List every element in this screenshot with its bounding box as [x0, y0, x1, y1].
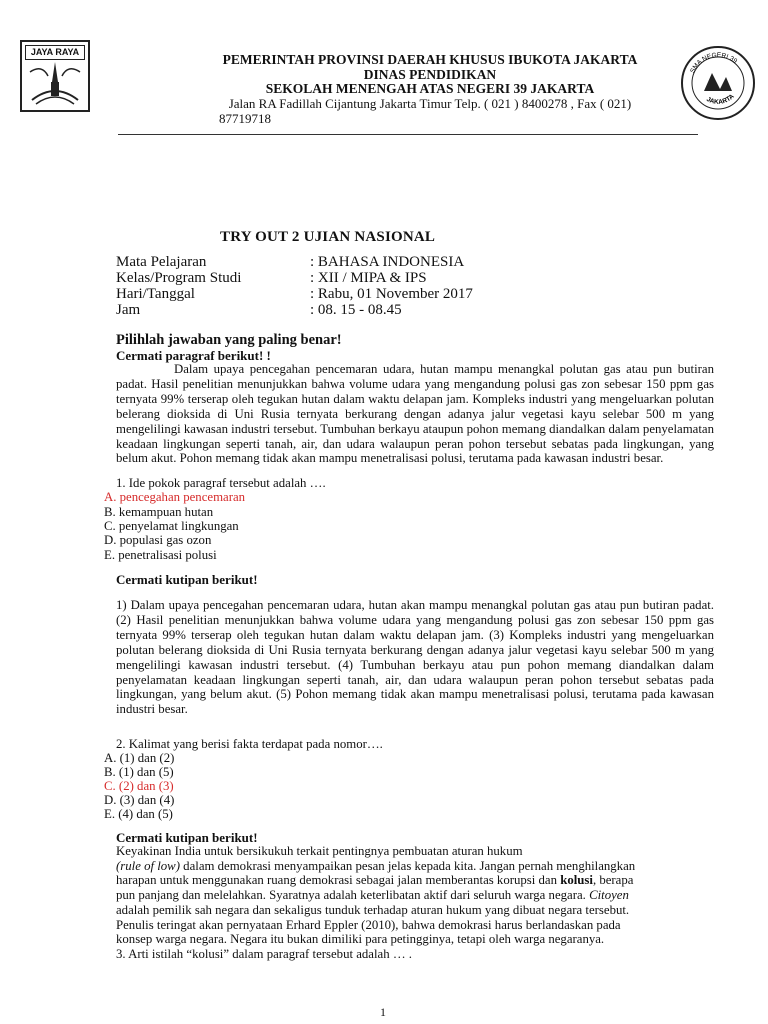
section3-line-2 — [116, 859, 714, 874]
section1-paragraph: Dalam upaya pencegahan pencemaran udara, hutan mampu menangkal polutan gas atau pun butiran padat. Hasil penelitian menunjukkan bahwa volume udara yang mengandung polusi gas zon sebesar 150 ppm gas ternyata 99% terserap oleh tegukan hutan dalam waktu delapan jam. Kompleks industri yang mengeluarkan polutan belerang dioksida di Uni Rusia ternyata berkurang dengan adanya jalur vegetasi kayu selebar 500 m yang mengelilingi kawasan industri tersebut. Tumbuhan berkayu ataupun pohon memang diandalkan dalam penyelamatan keadaan lingkungan seperti tanah, air, dan udara walaupun peran pohon tersebut sebatas pada lingkungan, yang belum akut. Pohon memang tidak akan mampu menetralisasi polusi, terutama pada kawasan industri besar. — [116, 362, 714, 466]
question-1: 1. Ide pokok paragraf tersebut adalah …. — [116, 476, 326, 490]
header-government: PEMERINTAH PROVINSI DAERAH KHUSUS IBUKOTA JAKARTA — [222, 52, 638, 67]
emblem-banner: JAYA RAYA — [25, 45, 85, 60]
section3-line-3a: harapan untuk menggunakan ruang demokrasi sebagai jalan memberantas korupsi dan — [116, 873, 561, 888]
meta-label-date: Hari/Tanggal — [116, 286, 195, 302]
citoyen-term: Citoyen — [589, 888, 629, 903]
meta-value-time: : 08. 15 - 08.45 — [310, 302, 402, 318]
section3-heading: Cermati kutipan berikut! — [116, 830, 258, 845]
q2-option-a[interactable]: A. (1) dan (2) — [104, 751, 175, 765]
q1-option-d[interactable]: D. populasi gas ozon — [104, 533, 212, 547]
q1-option-e[interactable]: E. penetralisasi polusi — [104, 548, 217, 562]
kolusi-term: kolusi — [560, 873, 593, 888]
question-2: 2. Kalimat yang berisi fakta terdapat pada nomor…. — [116, 737, 383, 751]
section3-line-5: adalah pemilik sah negara dan sekaligus tunduk terhadap aturan hukum yang dibuat negara tersebut. — [116, 902, 630, 917]
q2-option-b[interactable]: B. (1) dan (5) — [104, 765, 174, 779]
header-divider — [118, 134, 698, 135]
monument-icon — [22, 42, 88, 110]
meta-value-subject: : BAHASA INDONESIA — [310, 254, 465, 270]
header-department: DINAS PENDIDIKAN — [363, 67, 497, 82]
q1-option-b[interactable]: B. kemampuan hutan — [104, 505, 214, 519]
q2-option-e[interactable]: E. (4) dan (5) — [104, 807, 173, 821]
q1-option-c[interactable]: C. penyelamat lingkungan — [104, 519, 239, 533]
q2-option-c[interactable]: C. (2) dan (3) — [104, 779, 174, 793]
header-school-name: SEKOLAH MENENGAH ATAS NEGERI 39 JAKARTA — [265, 81, 595, 96]
seal-bottom-text: JAKARTA — [705, 93, 736, 106]
section2-paragraph: 1) Dalam upaya pencegahan pencemaran udara, hutan akan mampu menangkal polutan gas atau pun butiran padat. (2) Hasil penelitian menunjukkan bahwa volume udara yang mengandung polusi gas zon sebesar 150 ppm gas ternyata 99% terserap oleh tegukan hutan dalam waktu delapan jam. (3) Kompleks industri yang mengeluarkan polutan belerang dioksida di Uni Rusia ternyata berkurang dengan adanya jalur vegetasi kayu selebar 500 m yang mengelilingi kawasan industri tersebut. (4) Tumbuhan berkayu atau pun pohon memang diandalkan dalam penyelamatan keadaan lingkungan seperti tanah, air, dan udara walaupun peran pohon tersebut sebatas pada lingkungan, yang belum akut. (5) Pohon memang tidak akan mampu menetralisasi polusi, terutama pada kawasan industri besar. — [116, 598, 714, 717]
seal-top-text: SMA NEGERI 39 — [689, 51, 739, 75]
section3-line-6: Penulis teringat akan pernyataan Erhard Eppler (2010), bahwa demokrasi harus berlandaskan pada — [116, 917, 621, 932]
exam-title: TRY OUT 2 UJIAN NASIONAL — [220, 229, 436, 245]
section3-paragraph — [116, 844, 714, 962]
jakarta-emblem-logo — [20, 40, 90, 112]
q2-option-d[interactable]: D. (3) dan (4) — [104, 793, 175, 807]
section3-line-4a: pun panjang dan melelahkan. Syaratnya adalah keterlibatan aktif dari seluruh warga negara. — [116, 888, 590, 903]
header-address: Jalan RA Fadillah Cijantung Jakarta Timur Telp. ( 021 ) 8400278 , Fax ( 021) — [228, 96, 632, 111]
section1-heading: Cermati paragraf berikut! ! — [116, 348, 271, 363]
section3-line-7: konsep warga negara. Negara itu bukan dimiliki para petingginya, tetapi oleh warga negaranya. — [116, 932, 605, 947]
meta-label-time: Jam — [116, 302, 141, 318]
section3-line-3 — [116, 873, 714, 888]
meta-value-date: : Rabu, 01 November 2017 — [310, 286, 473, 302]
header-fax-number: 87719718 — [219, 111, 271, 126]
section2-heading: Cermati kutipan berikut! — [116, 572, 258, 587]
section3-line-4 — [116, 888, 714, 903]
rule-of-law-term: (rule of low) — [116, 858, 180, 873]
meta-label-class: Kelas/Program Studi — [116, 270, 242, 286]
section3-line-1: Keyakinan India untuk bersikukuh terkait pentingnya pembuatan aturan hukum — [116, 844, 523, 858]
meta-value-class: : XII / MIPA & IPS — [310, 270, 427, 286]
instruction: Pilihlah jawaban yang paling benar! — [116, 332, 342, 348]
section3-line-2-rest: dalam demokrasi menyampaikan pesan jelas kepada kita. Jangan pernah menghilangkan — [179, 858, 636, 873]
page-number: 1 — [380, 1005, 386, 1019]
question-3: 3. Arti istilah “kolusi” dalam paragraf tersebut adalah … . — [116, 946, 413, 961]
meta-label-subject: Mata Pelajaran — [116, 254, 207, 270]
section3-line-3b: , berapa — [592, 873, 634, 888]
q1-option-a[interactable]: A. pencegahan pencemaran — [104, 490, 246, 504]
